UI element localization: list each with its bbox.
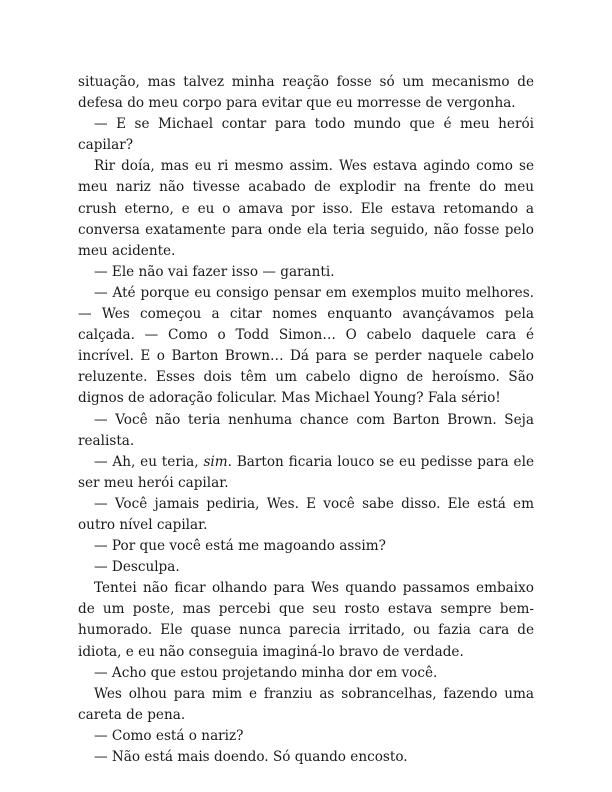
paragraph-narration: Rir doía, mas eu ri mesmo assim. Wes estava agindo como se meu nariz não tivesse acabado de explodir na frente do meu crush eterno, e eu o amava por isso. Ele estava retomando a conversa exatamente para onde ela teria seguido, não fosse pelo meu acidente. (78, 158, 534, 259)
paragraph-dialogue: — Você jamais pediria, Wes. E você sabe disso. Ele está em outro nível capilar. (78, 495, 534, 533)
paragraph-dialogue-emphasis (78, 452, 534, 494)
paragraph-dialogue: — Desculpa. (94, 559, 180, 576)
emphasis-word: sim (203, 453, 228, 470)
paragraph-dialogue: — Ele não vai fazer isso — garanti. (94, 263, 335, 280)
paragraph-dialogue: — Como está o nariz? (94, 727, 244, 744)
paragraph-narration: Tentei não ficar olhando para Wes quando passamos embaixo de um poste, mas percebi que seu rosto estava sempre bem-humorado. Ele quase nunca parecia irritado, ou fazia cara de idiota, e eu não conseguia imaginá-lo bravo de verdade. (78, 580, 534, 660)
book-page (78, 72, 534, 768)
paragraph-dialogue: — Por que você está me magoando assim? (94, 538, 386, 555)
paragraph-dialogue: — Não está mais doendo. Só quando encosto. (94, 749, 408, 765)
paragraph-text-before: — Ah, eu teria, (94, 453, 204, 470)
paragraph-dialogue: — Até porque eu consigo pensar em exemplos muito melhores. — Wes começou a citar nomes enquanto avançávamos pela calçada. — Como o Todd Simon… O cabelo daquele cara é incrível. E o Barton Brown… Dá para se perder naquele cabelo reluzente. Esses dois têm um cabelo digno de heroísmo. São dignos de adoração folicular. Mas Michael Young? Fala sério! (78, 284, 534, 407)
paragraph-continuation: situação, mas talvez minha reação fosse só um mecanismo de defesa do meu corpo para evitar que eu morresse de vergonha. (78, 74, 534, 112)
paragraph-dialogue: — Acho que estou projetando minha dor em você. (94, 664, 438, 681)
paragraph-dialogue: — E se Michael contar para todo mundo que é meu herói capilar? (78, 116, 534, 154)
paragraph-narration: Wes olhou para mim e franziu as sobrancelhas, fazendo uma careta de pena. (78, 685, 534, 723)
paragraph-text-after: . Barton ficaria louco se eu pedisse para ele ser meu herói capilar. (78, 453, 534, 491)
paragraph-dialogue: — Você não teria nenhuma chance com Barton Brown. Seja realista. (78, 411, 534, 449)
